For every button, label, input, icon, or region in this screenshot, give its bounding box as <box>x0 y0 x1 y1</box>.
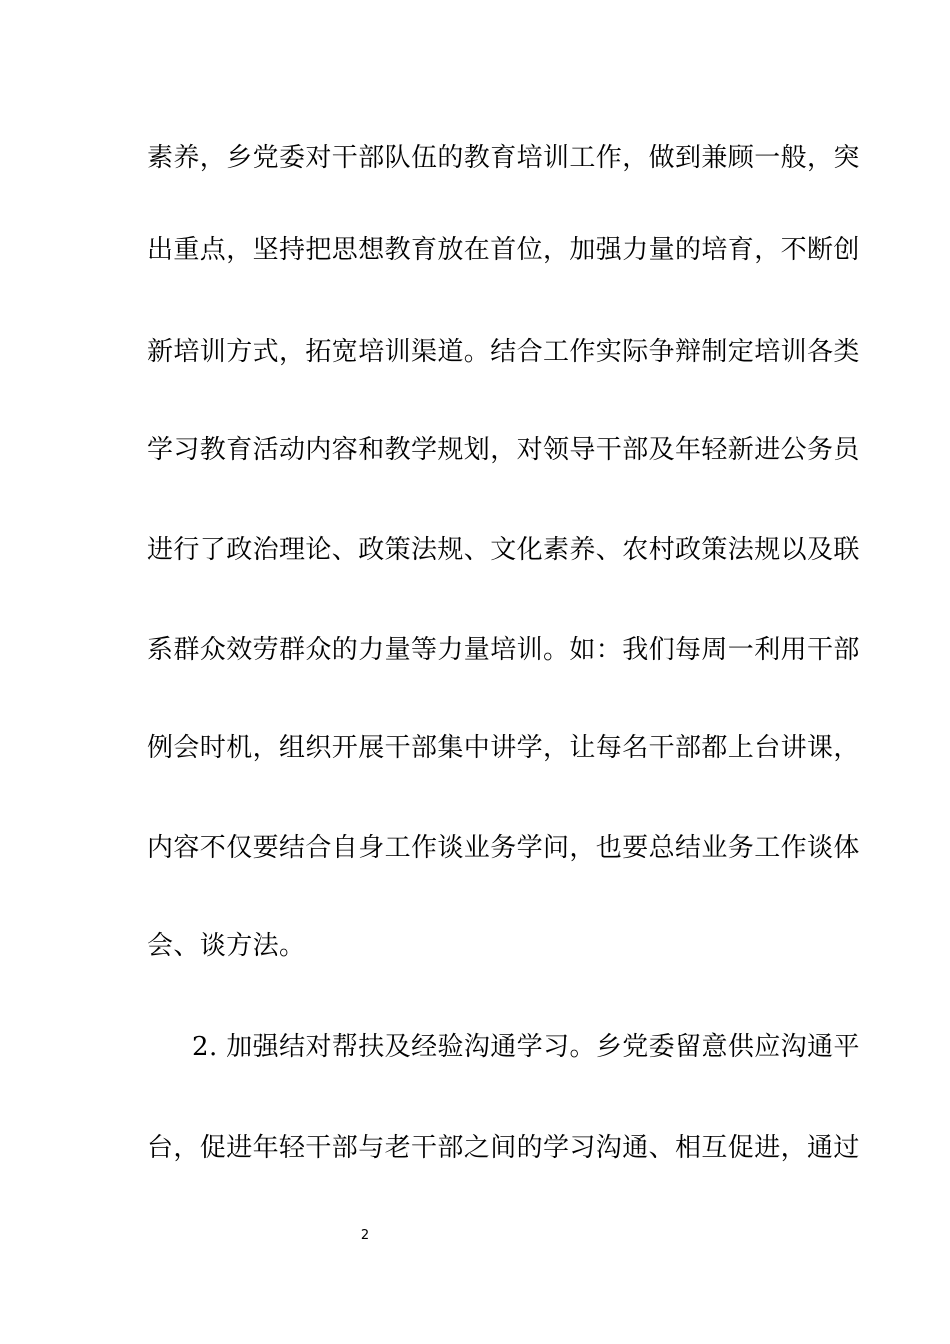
paragraph-2-line-1: 2. 加强结对帮扶及经验沟通学习。乡党委留意供应沟通平 <box>192 1032 860 1062</box>
paragraph-1-line-3: 新培训方式，拓宽培训渠道。结合工作实际争辩制定培训各类 <box>147 337 860 367</box>
paragraph-2-line-2: 台，促进年轻干部与老干部之间的学习沟通、相互促进，通过 <box>147 1133 860 1163</box>
paragraph-1-line-5: 进行了政治理论、政策法规、文化素养、农村政策法规以及联 <box>147 535 860 565</box>
paragraph-1-line-1: 素养，乡党委对干部队伍的教育培训工作，做到兼顾一般，突 <box>147 143 860 173</box>
page-number: 2 <box>360 1228 370 1243</box>
paragraph-1-line-6: 系群众效劳群众的力量等力量培训。如：我们每周一利用干部 <box>147 635 860 665</box>
paragraph-1-line-8: 内容不仅要结合自身工作谈业务学问，也要总结业务工作谈体 <box>147 833 860 863</box>
paragraph-1-line-7: 例会时机，组织开展干部集中讲学，让每名干部都上台讲课， <box>147 733 860 763</box>
paragraph-1-line-4: 学习教育活动内容和教学规划，对领导干部及年轻新进公务员 <box>147 435 860 465</box>
paragraph-1-line-9: 会、谈方法。 <box>147 931 306 961</box>
paragraph-1-line-2: 出重点，坚持把思想教育放在首位，加强力量的培育，不断创 <box>147 235 860 265</box>
